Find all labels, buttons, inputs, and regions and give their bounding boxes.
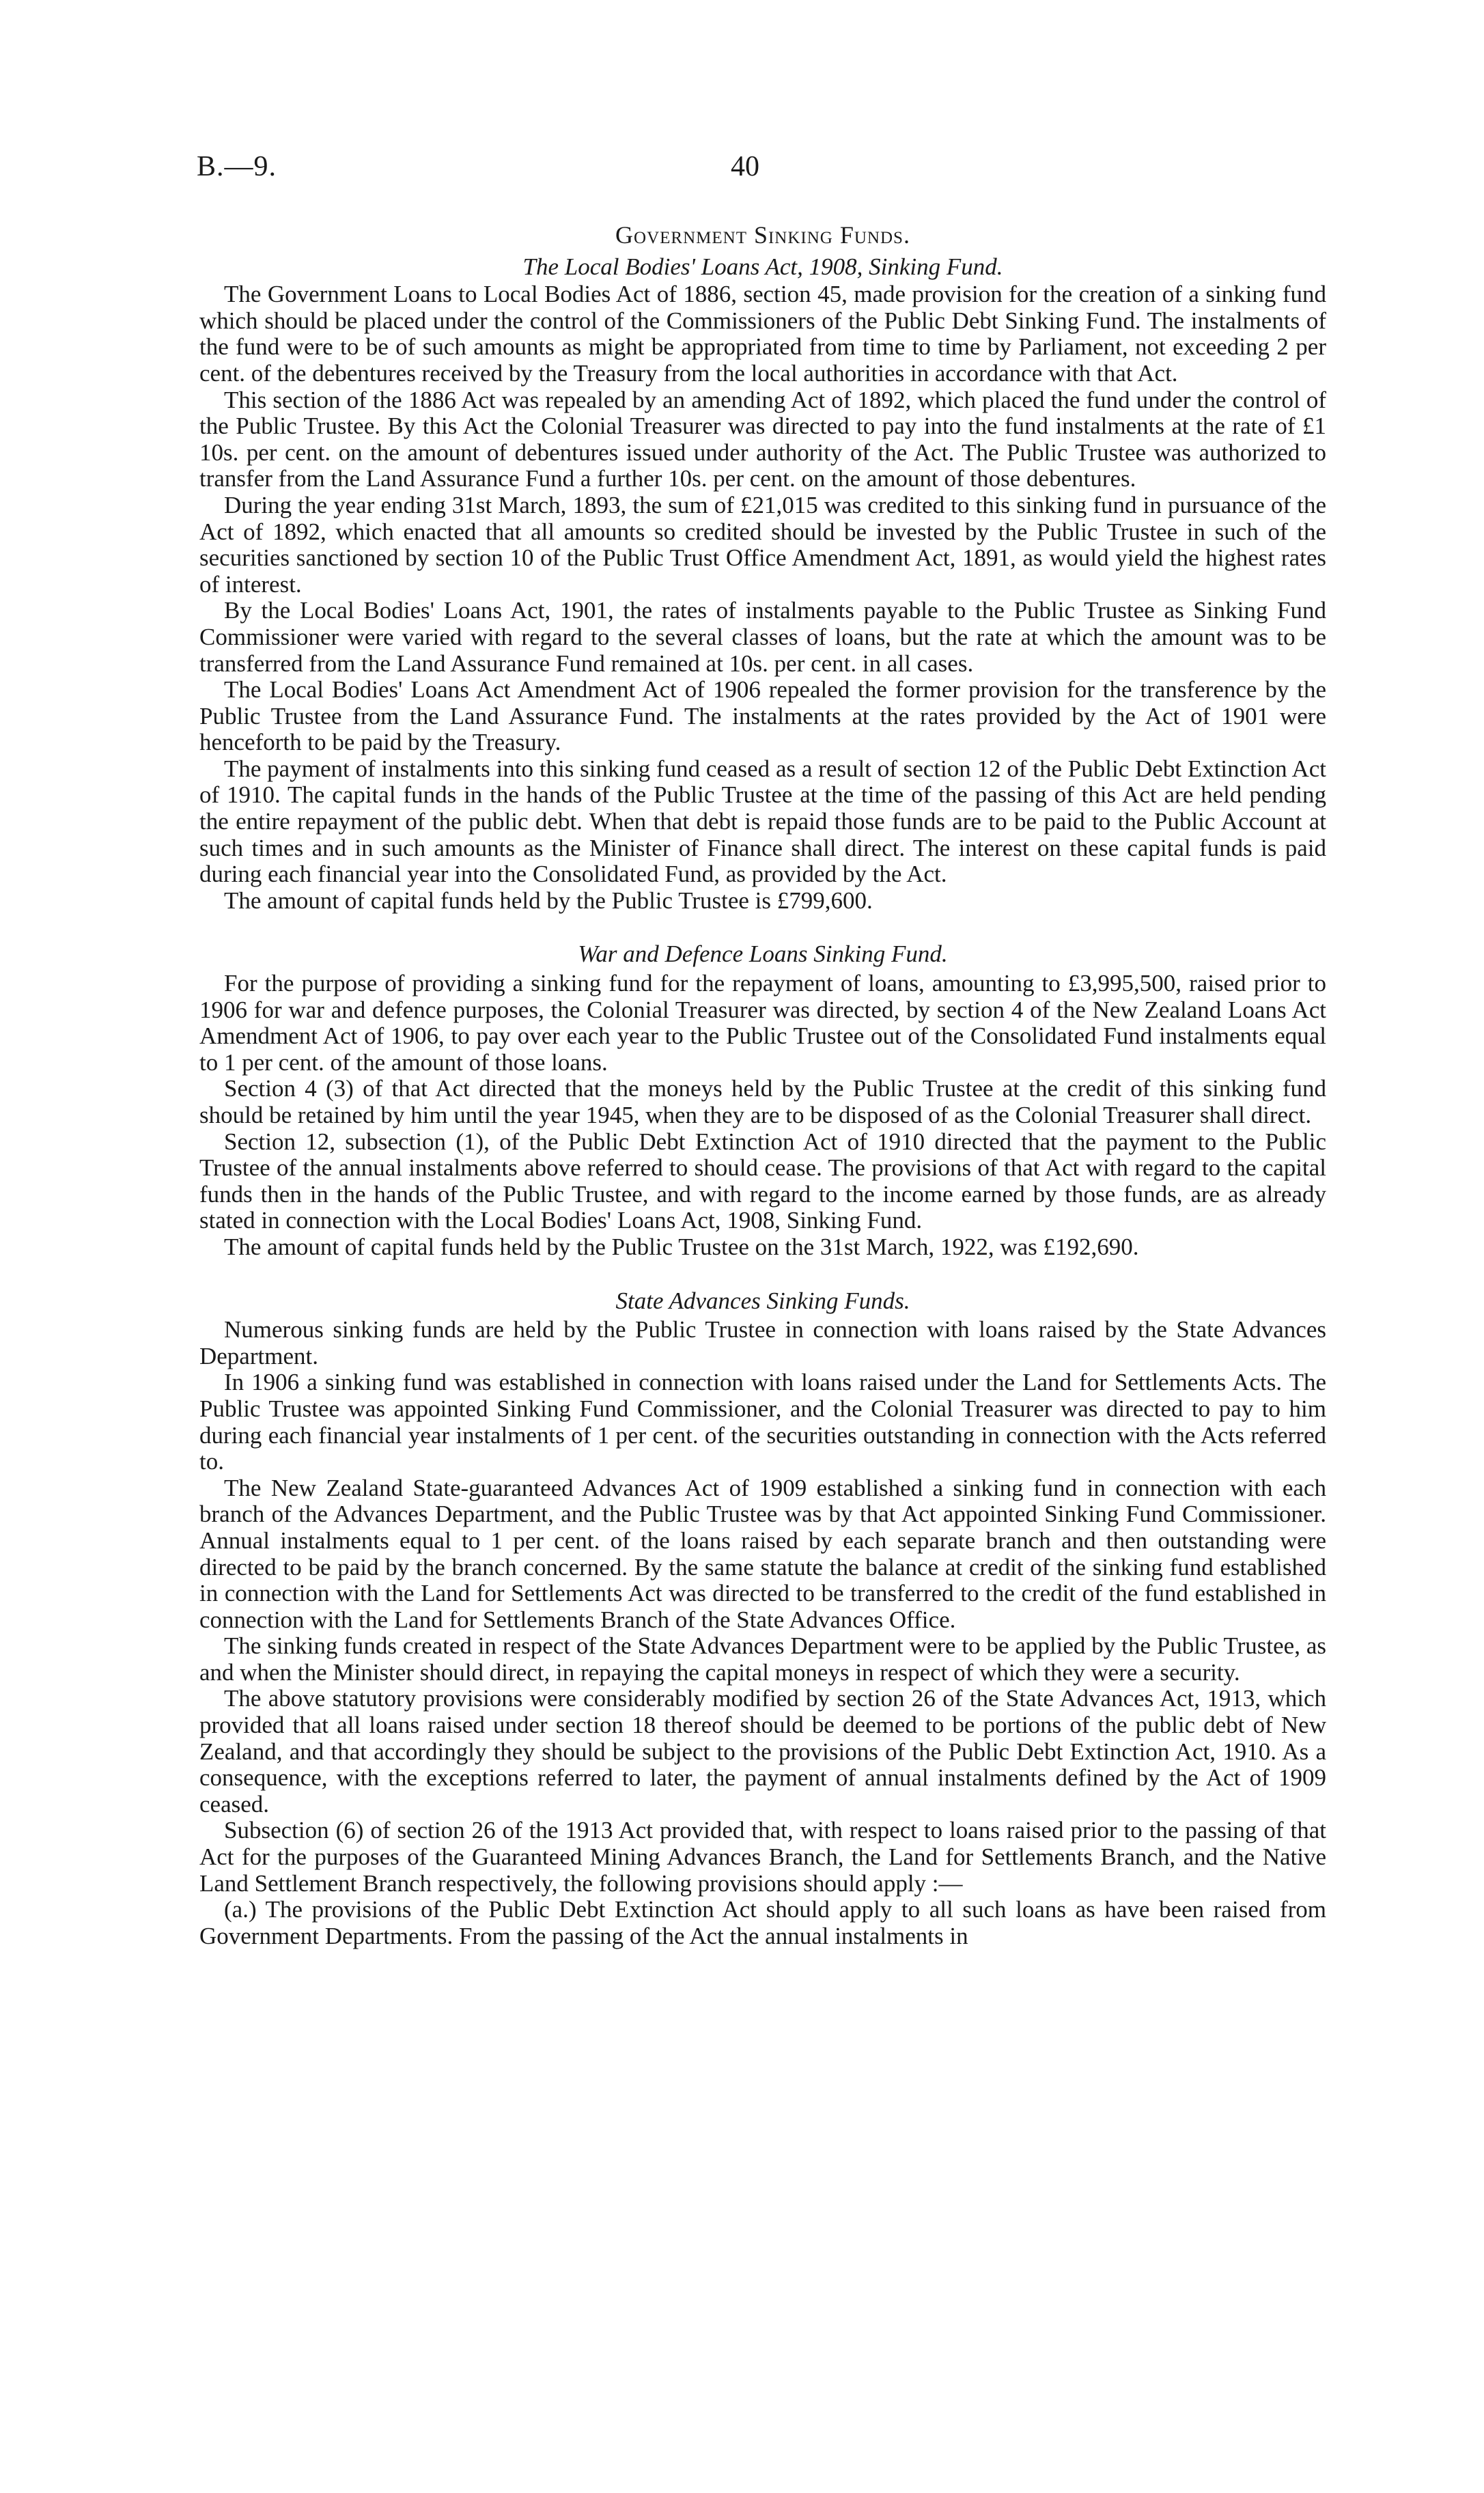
document-body bbox=[199, 222, 1326, 1949]
paragraph: The above statutory provisions were considerably modified by section 26 of the State Advances Act, 1913, which provided that all loans raised under section 18 thereof should be deemed to be portions of the public debt of New Zealand, and that accordingly they should be subject to the provisions of the Public Debt Extinction Act, 1910. As a consequence, with the exceptions referred to later, the payment of annual instalments defined by the Act of 1909 ceased. bbox=[199, 1685, 1326, 1817]
paragraph: Subsection (6) of section 26 of the 1913 Act provided that, with respect to loans raised prior to the passing of that Act for the purposes of the Guaranteed Mining Advances Branch, the Land for Settlements Branch, and the Native Land Settlement Branch respectively, the following provisions should apply :— bbox=[199, 1817, 1326, 1897]
section-heading-local-bodies: The Local Bodies' Loans Act, 1908, Sinking Fund. bbox=[522, 253, 1003, 280]
section-heading-state-advances: State Advances Sinking Funds. bbox=[615, 1287, 910, 1314]
paragraph: The Government Loans to Local Bodies Act of 1886, section 45, made provision for the creation of a sinking fund which should be placed under the control of the Commissioners of the Public Debt Sinking Fund. The instalments of the fund were to be of such amounts as might be appropriated from time to time by Parliament, not exceeding 2 per cent. of the debentures received by the Treasury from the local authorities in accordance with that Act. bbox=[199, 281, 1326, 387]
paragraph: The Local Bodies' Loans Act Amendment Act of 1906 repealed the former provision for the transference by the Public Trustee from the Land Assurance Fund. The instalments at the rates provided by the Act of 1901 were henceforth to be paid by the Treasury. bbox=[199, 676, 1326, 756]
paragraph: In 1906 a sinking fund was established in connection with loans raised under the Land for Settlements Acts. The Public Trustee was appointed Sinking Fund Commissioner, and the Colonial Treasurer was directed to pay to him during each financial year instalments of 1 per cent. of the securities outstanding in connection with the Acts referred to. bbox=[199, 1369, 1326, 1475]
paragraph: The amount of capital funds held by the Public Trustee on the 31st March, 1922, was £192,690. bbox=[224, 1233, 1139, 1260]
paragraph: The New Zealand State-guaranteed Advances Act of 1909 established a sinking fund in connection with each branch of the Advances Department, and the Public Trustee was by that Act appointed Sinking Fund Commissioner. Annual instalments equal to 1 per cent. of the loans raised by each separate branch and then outstanding were directed to be paid by the branch concerned. By the same statute the balance at credit of the sinking fund established in connection with the Land for Settlements Act was directed to be transferred to the credit of the fund established in connection with the Land for Settlements Branch of the State Advances Office. bbox=[199, 1474, 1326, 1633]
paragraph: Numerous sinking funds are held by the Public Trustee in connection with loans raised by the State Advances Department. bbox=[199, 1316, 1326, 1369]
page-title: Government Sinking Funds. bbox=[615, 221, 910, 249]
document-reference: B.—9. bbox=[197, 151, 277, 182]
paragraph: The sinking funds created in respect of the State Advances Department were to be applied by the Public Trustee, as and when the Minister should direct, in repaying the capital moneys in respect of which they were a security. bbox=[199, 1632, 1326, 1686]
paragraph: For the purpose of providing a sinking fund for the repayment of loans, amounting to £3,995,500, raised prior to 1906 for war and defence purposes, the Colonial Treasurer was directed, by section 4 of the New Zealand Loans Act Amendment Act of 1906, to pay over each year to the Public Trustee out of the Consolidated Fund instalments equal to 1 per cent. of the amount of those loans. bbox=[199, 970, 1326, 1076]
page-number: 40 bbox=[731, 151, 759, 182]
paragraph: The payment of instalments into this sinking fund ceased as a result of section 12 of the Public Debt Extinction Act of 1910. The capital funds in the hands of the Public Trustee at the time of the passing of this Act are held pending the entire repayment of the public debt. When that debt is repaid those funds are to be paid to the Public Account at such times and in such amounts as the Minister of Finance shall direct. The interest on these capital funds is paid during each financial year into the Consolidated Fund, as provided by the Act. bbox=[199, 755, 1326, 888]
paragraph: Section 12, subsection (1), of the Public Debt Extinction Act of 1910 directed that the payment to the Public Trustee of the annual instalments above referred to should cease. The provisions of that Act with regard to the capital funds then in the hands of the Public Trustee, and with regard to the income earned by those funds, are as already stated in connection with the Local Bodies' Loans Act, 1908, Sinking Fund. bbox=[199, 1128, 1326, 1234]
section-heading-war-defence: War and Defence Loans Sinking Fund. bbox=[578, 941, 948, 968]
paragraph: This section of the 1886 Act was repealed by an amending Act of 1892, which placed the fund under the control of the Public Trustee. By this Act the Colonial Treasurer was directed to pay into the fund instalments at the rate of £1 10s. per cent. on the amount of debentures issued under authority of the Act. The Public Trustee was authorized to transfer from the Land Assurance Fund a further 10s. per cent. on the amount of those debentures. bbox=[199, 386, 1326, 492]
paragraph: (a.) The provisions of the Public Debt Extinction Act should apply to all such loans as have been raised from Government Departments. From the passing of the Act the annual instalments in bbox=[199, 1896, 1326, 1949]
page-header bbox=[197, 150, 1327, 191]
paragraph: Section 4 (3) of that Act directed that the moneys held by the Public Trustee at the credit of this sinking fund should be retained by him until the year 1945, when they are to be disposed of as the Colonial Treasurer shall direct. bbox=[199, 1075, 1326, 1128]
paragraph: During the year ending 31st March, 1893, the sum of £21,015 was credited to this sinking fund in pursuance of the Act of 1892, which enacted that all amounts so credited should be invested by the Public Trustee in such of the securities sanctioned by section 10 of the Public Trust Office Amendment Act, 1891, as would yield the highest rates of interest. bbox=[199, 491, 1326, 598]
paragraph: The amount of capital funds held by the Public Trustee is £799,600. bbox=[224, 887, 873, 914]
paragraph: By the Local Bodies' Loans Act, 1901, the rates of instalments payable to the Public Trustee as Sinking Fund Commissioner were varied with regard to the several classes of loans, but the rate at which the amount was to be transferred from the Land Assurance Fund remained at 10s. per cent. in all cases. bbox=[199, 597, 1326, 677]
